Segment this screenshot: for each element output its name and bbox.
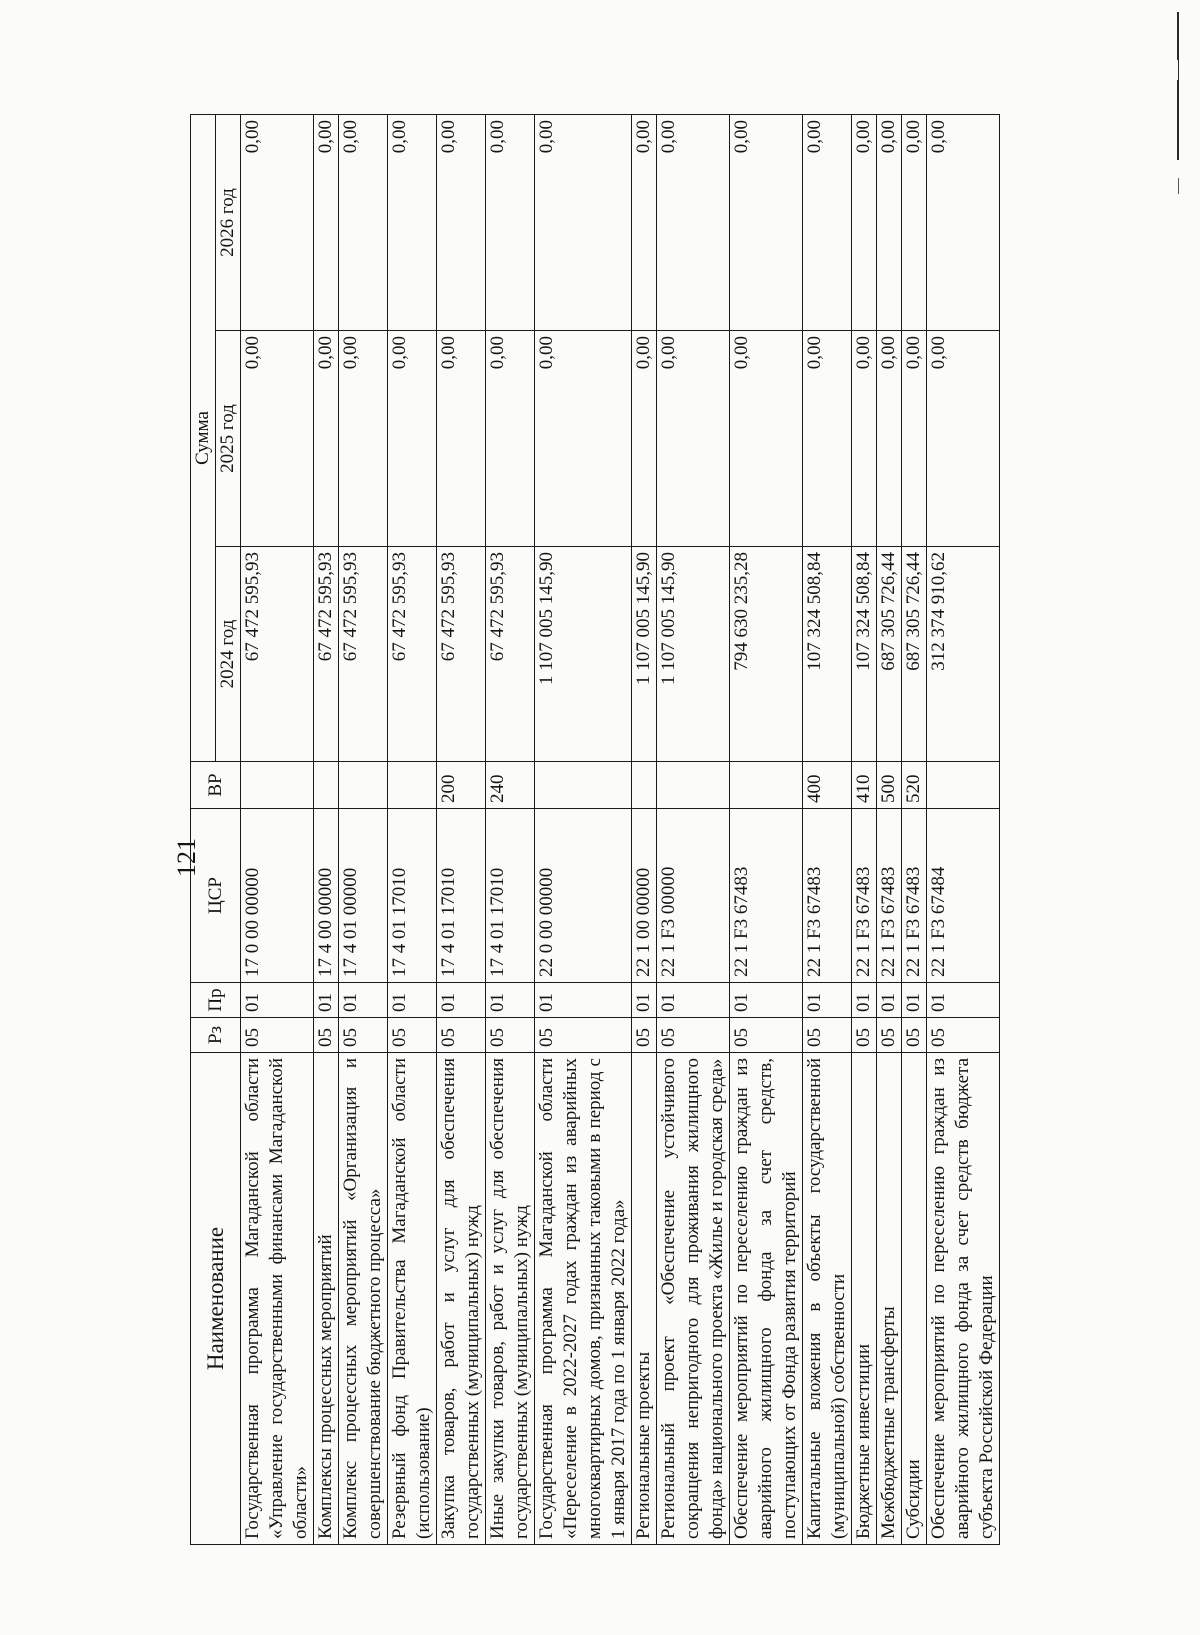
cell-2026: 0,00 xyxy=(314,114,339,330)
cell-csr: 22 1 F3 67483 xyxy=(730,809,803,983)
cell-pr: 01 xyxy=(339,983,388,1018)
table-row xyxy=(803,114,852,1544)
cell-name: Региональные проекты xyxy=(632,1053,657,1545)
cell-pr: 01 xyxy=(486,983,535,1018)
cell-2025: 0,00 xyxy=(730,331,803,547)
cell-pr: 01 xyxy=(535,983,632,1018)
cell-csr: 22 1 00 00000 xyxy=(632,809,657,983)
cell-pr: 01 xyxy=(902,983,927,1018)
cell-csr: 22 1 F3 67483 xyxy=(852,809,877,983)
table-row xyxy=(852,114,877,1544)
cell-2024: 107 324 508,84 xyxy=(852,547,877,762)
cell-vr xyxy=(339,762,388,809)
cell-2025: 0,00 xyxy=(657,331,730,547)
cell-rz: 05 xyxy=(730,1018,803,1053)
cell-rz: 05 xyxy=(437,1018,486,1053)
cell-rz: 05 xyxy=(902,1018,927,1053)
header-csr: ЦСР xyxy=(191,809,241,983)
cell-name: Резервный фонд Правительства Магаданской области (использование) xyxy=(388,1053,437,1545)
header-rz: Рз xyxy=(191,1018,241,1053)
table-row xyxy=(657,114,730,1544)
cell-vr xyxy=(927,762,1000,809)
cell-2025: 0,00 xyxy=(486,331,535,547)
cell-pr: 01 xyxy=(730,983,803,1018)
cell-2025: 0,00 xyxy=(877,331,902,547)
cell-2024: 794 630 235,28 xyxy=(730,547,803,762)
cell-2026: 0,00 xyxy=(927,114,1000,330)
cell-2024: 67 472 595,93 xyxy=(388,547,437,762)
cell-vr: 500 xyxy=(877,762,902,809)
cell-rz: 05 xyxy=(803,1018,852,1053)
scan-edge-mark xyxy=(1178,178,1179,194)
cell-vr xyxy=(388,762,437,809)
cell-2025: 0,00 xyxy=(632,331,657,547)
cell-2026: 0,00 xyxy=(730,114,803,330)
cell-vr xyxy=(241,762,314,809)
cell-2024: 67 472 595,93 xyxy=(437,547,486,762)
cell-2026: 0,00 xyxy=(657,114,730,330)
cell-2025: 0,00 xyxy=(852,331,877,547)
cell-csr: 17 4 01 17010 xyxy=(437,809,486,983)
cell-pr: 01 xyxy=(803,983,852,1018)
cell-csr: 22 1 F3 67483 xyxy=(902,809,927,983)
table-row xyxy=(535,114,632,1544)
cell-name: Государственная программа Магаданской области «Управление государственными финансами Магаданской области» xyxy=(241,1053,314,1545)
cell-rz: 05 xyxy=(877,1018,902,1053)
cell-2024: 1 107 005 145,90 xyxy=(535,547,632,762)
cell-2025: 0,00 xyxy=(241,331,314,547)
cell-name: Государственная программа Магаданской области «Переселение в 2022-2027 годах граждан из аварийных многоквартирных домов, признанных таковыми в период с 1 января 2017 года по 1 января 2022 года» xyxy=(535,1053,632,1545)
cell-name: Бюджетные инвестиции xyxy=(852,1053,877,1545)
header-name: Наименование xyxy=(191,1053,241,1545)
cell-csr: 17 0 00 00000 xyxy=(241,809,314,983)
cell-name: Межбюджетные трансферты xyxy=(877,1053,902,1545)
cell-2024: 107 324 508,84 xyxy=(803,547,852,762)
cell-pr: 01 xyxy=(927,983,1000,1018)
cell-name: Субсидии xyxy=(902,1053,927,1545)
cell-2025: 0,00 xyxy=(314,331,339,547)
cell-vr: 240 xyxy=(486,762,535,809)
cell-vr: 520 xyxy=(902,762,927,809)
header-2025: 2025 год xyxy=(216,331,241,547)
cell-pr: 01 xyxy=(388,983,437,1018)
cell-2026: 0,00 xyxy=(241,114,314,330)
cell-csr: 17 4 00 00000 xyxy=(314,809,339,983)
cell-name: Комплексы процессных мероприятий xyxy=(314,1053,339,1545)
header-2026: 2026 год xyxy=(216,114,241,330)
table-row xyxy=(339,114,388,1544)
cell-rz: 05 xyxy=(339,1018,388,1053)
cell-csr: 17 4 01 17010 xyxy=(486,809,535,983)
cell-rz: 05 xyxy=(486,1018,535,1053)
table-row xyxy=(730,114,803,1544)
cell-2024: 1 107 005 145,90 xyxy=(632,547,657,762)
table-row xyxy=(314,114,339,1544)
table-row xyxy=(927,114,1000,1544)
table-row xyxy=(902,114,927,1544)
cell-name: Региональный проект «Обеспечение устойчивого сокращения непригодного для проживания жилищного фонда» национального проекта «Жилье и городская среда» xyxy=(657,1053,730,1545)
cell-2025: 0,00 xyxy=(535,331,632,547)
page-number: 121 xyxy=(172,838,201,877)
cell-name: Иные закупки товаров, работ и услуг для обеспечения государственных (муниципальных) нужд xyxy=(486,1053,535,1545)
cell-vr: 410 xyxy=(852,762,877,809)
table-row xyxy=(632,114,657,1544)
cell-name: Капитальные вложения в объекты государственной (муниципальной) собственности xyxy=(803,1053,852,1545)
cell-name: Комплекс процессных мероприятий «Организация и совершенствование бюджетного процесса» xyxy=(339,1053,388,1545)
cell-pr: 01 xyxy=(241,983,314,1018)
cell-csr: 22 1 F3 00000 xyxy=(657,809,730,983)
table-row xyxy=(437,114,486,1544)
cell-pr: 01 xyxy=(852,983,877,1018)
cell-2025: 0,00 xyxy=(339,331,388,547)
cell-2024: 312 374 910,62 xyxy=(927,547,1000,762)
table-body xyxy=(241,114,1000,1544)
cell-vr: 200 xyxy=(437,762,486,809)
cell-vr xyxy=(314,762,339,809)
rotated-page xyxy=(110,115,1130,1545)
cell-2025: 0,00 xyxy=(388,331,437,547)
cell-2024: 1 107 005 145,90 xyxy=(657,547,730,762)
table-row xyxy=(486,114,535,1544)
header-2024: 2024 год xyxy=(216,547,241,762)
cell-pr: 01 xyxy=(657,983,730,1018)
cell-2026: 0,00 xyxy=(339,114,388,330)
cell-2025: 0,00 xyxy=(803,331,852,547)
header-pr: Пр xyxy=(191,983,241,1018)
cell-name: Обеспечение мероприятий по переселению граждан из аварийного жилищного фонда за счет средств бюджета субъекта Российской Федерации xyxy=(927,1053,1000,1545)
cell-pr: 01 xyxy=(877,983,902,1018)
scan-edge-gap xyxy=(1177,60,1178,80)
cell-2026: 0,00 xyxy=(803,114,852,330)
cell-2026: 0,00 xyxy=(535,114,632,330)
budget-table xyxy=(190,114,1000,1545)
cell-csr: 17 4 01 17010 xyxy=(388,809,437,983)
cell-csr: 22 1 F3 67484 xyxy=(927,809,1000,983)
header-sum: Сумма xyxy=(191,114,216,761)
cell-name: Закупка товаров, работ и услуг для обеспечения государственных (муниципальных) нужд xyxy=(437,1053,486,1545)
cell-rz: 05 xyxy=(535,1018,632,1053)
cell-2024: 67 472 595,93 xyxy=(314,547,339,762)
cell-name: Обеспечение мероприятий по переселению граждан из аварийного жилищного фонда за счет средств, поступающих от Фонда развития территорий xyxy=(730,1053,803,1545)
cell-vr xyxy=(535,762,632,809)
cell-2024: 67 472 595,93 xyxy=(241,547,314,762)
cell-pr: 01 xyxy=(632,983,657,1018)
cell-2026: 0,00 xyxy=(852,114,877,330)
cell-rz: 05 xyxy=(632,1018,657,1053)
cell-2025: 0,00 xyxy=(902,331,927,547)
cell-2026: 0,00 xyxy=(486,114,535,330)
cell-2025: 0,00 xyxy=(927,331,1000,547)
table-row xyxy=(241,114,314,1544)
cell-vr xyxy=(657,762,730,809)
cell-2026: 0,00 xyxy=(437,114,486,330)
cell-pr: 01 xyxy=(437,983,486,1018)
cell-rz: 05 xyxy=(852,1018,877,1053)
cell-vr: 400 xyxy=(803,762,852,809)
table-row xyxy=(877,114,902,1544)
cell-vr xyxy=(730,762,803,809)
scan-edge-line xyxy=(1177,12,1179,160)
table-row xyxy=(388,114,437,1544)
cell-2024: 687 305 726,44 xyxy=(877,547,902,762)
cell-csr: 22 1 F3 67483 xyxy=(803,809,852,983)
cell-csr: 22 0 00 00000 xyxy=(535,809,632,983)
cell-2026: 0,00 xyxy=(388,114,437,330)
cell-csr: 17 4 01 00000 xyxy=(339,809,388,983)
cell-csr: 22 1 F3 67483 xyxy=(877,809,902,983)
cell-2026: 0,00 xyxy=(902,114,927,330)
cell-rz: 05 xyxy=(927,1018,1000,1053)
cell-rz: 05 xyxy=(657,1018,730,1053)
cell-2025: 0,00 xyxy=(437,331,486,547)
cell-rz: 05 xyxy=(241,1018,314,1053)
cell-pr: 01 xyxy=(314,983,339,1018)
header-vr: ВР xyxy=(191,762,241,809)
cell-rz: 05 xyxy=(388,1018,437,1053)
cell-2026: 0,00 xyxy=(877,114,902,330)
cell-2024: 67 472 595,93 xyxy=(486,547,535,762)
cell-vr xyxy=(632,762,657,809)
cell-rz: 05 xyxy=(314,1018,339,1053)
cell-2026: 0,00 xyxy=(632,114,657,330)
cell-2024: 687 305 726,44 xyxy=(902,547,927,762)
cell-2024: 67 472 595,93 xyxy=(339,547,388,762)
